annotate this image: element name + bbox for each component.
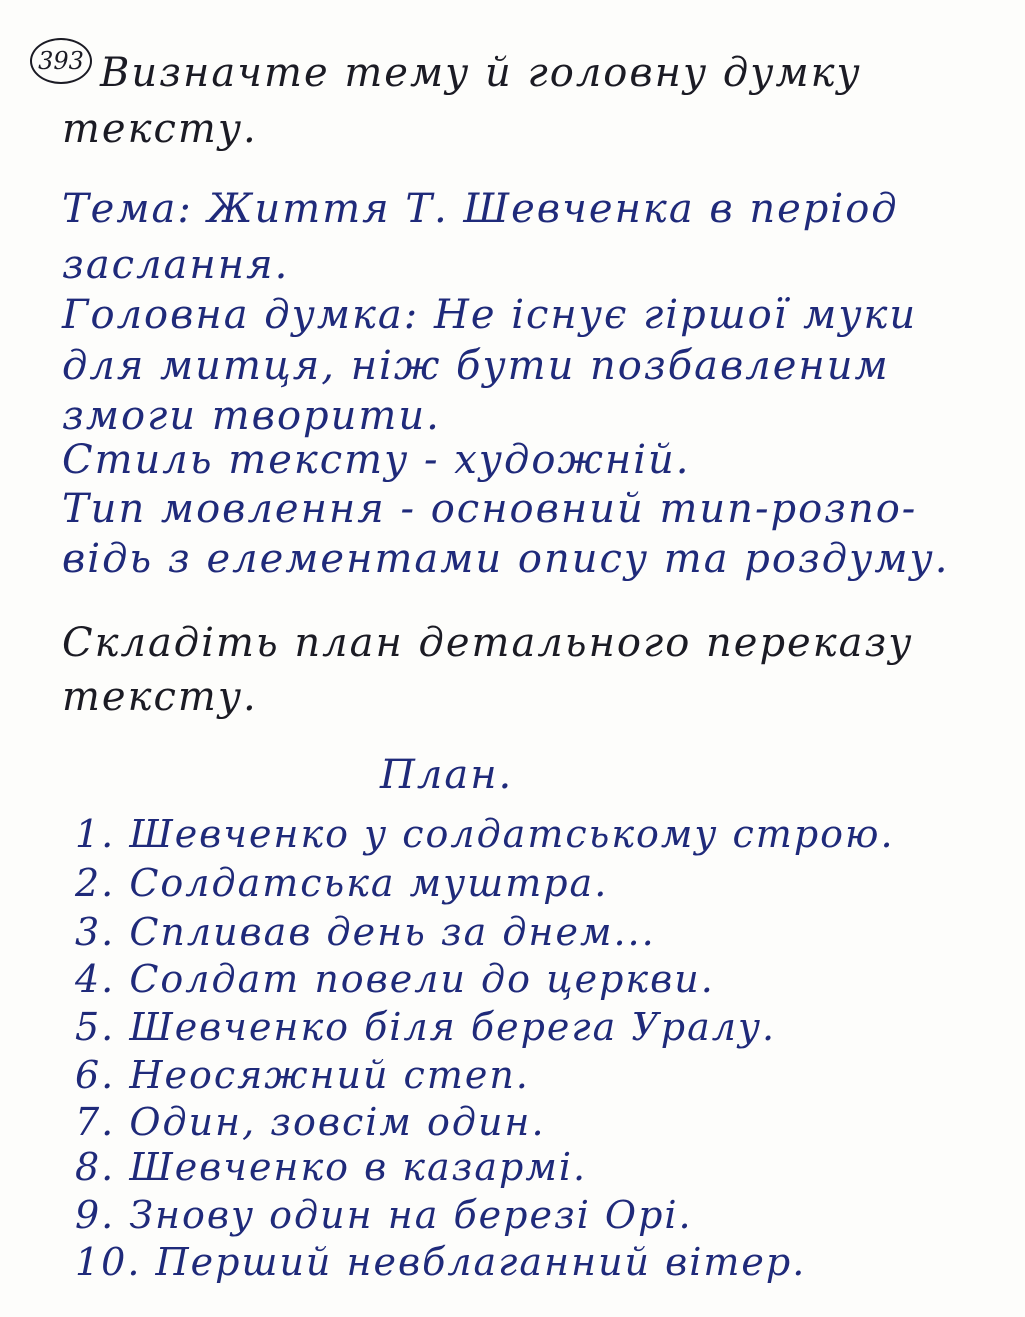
plan-item: 9. Знову один на березі Орі. <box>75 1193 693 1237</box>
plan-item: 4. Солдат повели до церкви. <box>75 957 715 1001</box>
task2-line2: тексту. <box>62 674 258 720</box>
plan-title: План. <box>380 752 514 798</box>
plan-item: 10. Перший невблаганний вітер. <box>75 1240 807 1284</box>
idea-line3: змоги творити. <box>62 393 441 439</box>
idea-line2: для митця, ніж бути позбавленим <box>62 343 890 389</box>
style-line: Стиль тексту - художній. <box>62 437 691 483</box>
idea-line1: Головна думка: Не існує гіршої муки <box>62 292 918 338</box>
exercise-number: 393 <box>30 38 92 84</box>
plan-item: 2. Солдатська муштра. <box>75 861 609 905</box>
task-heading-line1: Визначте тему й головну думку <box>100 50 862 96</box>
task2-line1: Складіть план детального переказу <box>62 620 914 666</box>
task-heading-line2: тексту. <box>62 106 258 152</box>
topic-line1: Тема: Життя Т. Шевченка в період <box>62 186 899 232</box>
plan-item: 5. Шевченко біля берега Уралу. <box>75 1005 777 1049</box>
type-line1: Тип мовлення - основний тип-розпо- <box>62 486 918 532</box>
plan-item: 6. Неосяжний степ. <box>75 1053 530 1097</box>
plan-item: 3. Спливав день за днем... <box>75 910 656 954</box>
plan-item: 8. Шевченко в казармі. <box>75 1145 588 1189</box>
plan-item: 7. Один, зовсім один. <box>75 1100 546 1144</box>
topic-line2: заслання. <box>62 242 290 288</box>
type-line2: відь з елементами опису та роздуму. <box>62 536 950 582</box>
plan-item: 1. Шевченко у солдатському строю. <box>75 812 895 856</box>
